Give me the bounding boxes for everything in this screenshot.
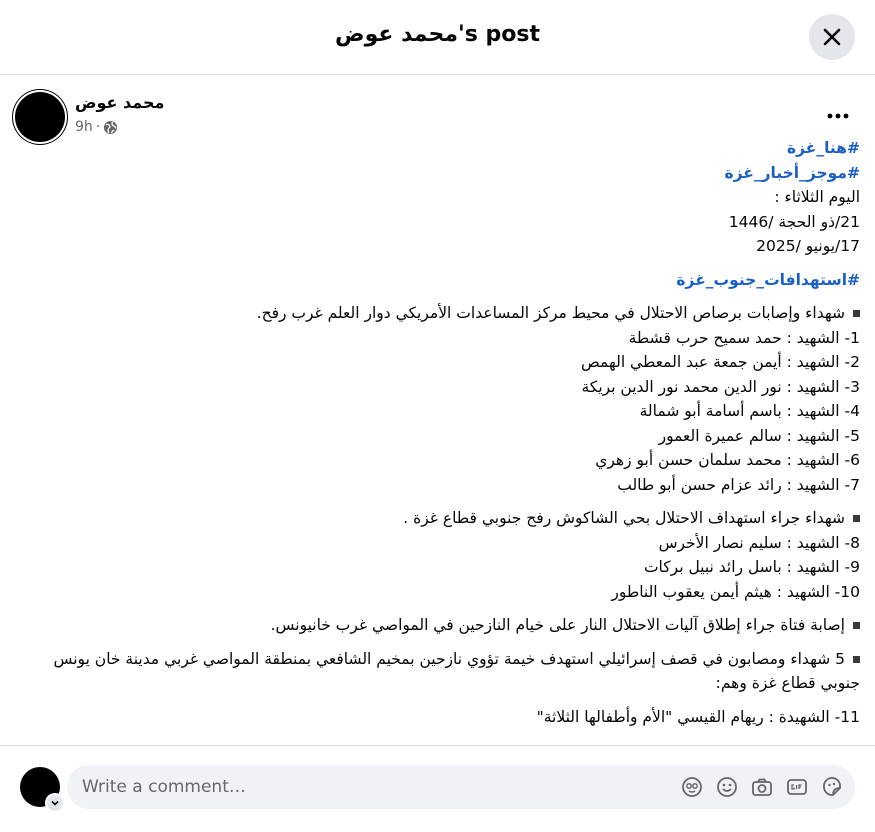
post-time[interactable]: 9h xyxy=(75,119,93,135)
text-line: 2- الشهيد : أيمن جمعة عبد المعطي الهمص xyxy=(581,353,860,371)
hashtag-link[interactable]: #موجز_أخبار_غزة xyxy=(724,163,860,182)
comment-composer xyxy=(0,745,875,832)
news-item-text: شهداء وإصابات برصاص الاحتلال في محيط مركز المساعدات الأمريكي دوار العلم غرب رفح. xyxy=(256,304,845,322)
sticker-icon[interactable] xyxy=(821,774,843,800)
comment-placeholder: Write a comment… xyxy=(82,777,246,797)
more-options-button[interactable] xyxy=(822,100,854,132)
camera-icon[interactable] xyxy=(751,774,773,800)
text-line: 21/ذو الحجة /1446 xyxy=(728,212,860,231)
bullet-icon xyxy=(853,656,860,663)
text-line: 1- الشهيد : حمد سميح حرب قشطة xyxy=(628,328,860,347)
post-text xyxy=(20,136,860,729)
close-button[interactable] xyxy=(809,14,855,60)
emoji-icon[interactable] xyxy=(716,774,738,800)
news-item-text: 5 شهداء ومصابون في قصف إسرائيلي استهدف خيمة تؤوي نازحين بمخيم الشافعي بمنطقة المواصي غربي مدينة خان يونس جنوبي قطاع غزة وهم: xyxy=(53,649,860,692)
post-meta xyxy=(75,119,118,135)
meta-separator: · xyxy=(95,119,101,135)
comment-tools xyxy=(681,774,843,800)
news-item-text: إصابة فتاة جراء إطلاق آليات الاحتلال النار على خيام النازحين في المواصي غرب خانيونس. xyxy=(270,616,845,634)
news-item-title xyxy=(20,613,860,638)
author-avatar[interactable] xyxy=(15,92,65,142)
text-line: 5- الشهيد : سالم عميرة العمور xyxy=(658,426,860,445)
text-line: 9- الشهيد : باسل رائد نبيل بركات xyxy=(643,558,860,576)
news-item-title xyxy=(20,506,860,531)
more-horizontal-icon xyxy=(827,113,849,119)
text-line: 17/يونيو /2025 xyxy=(756,237,860,255)
text-line: 11- الشهيدة : ريهام القيسي "الأم وأطفالها الثلاثة" xyxy=(536,707,860,726)
bullet-icon xyxy=(853,622,860,629)
text-line: 4- الشهيد : باسم أسامة أبو شمالة xyxy=(639,402,860,420)
text-line: 6- الشهيد : محمد سلمان حسن أبو زهري xyxy=(595,451,860,469)
chevron-down-icon[interactable] xyxy=(45,793,65,813)
bullet-icon xyxy=(853,515,860,522)
text-line: 3- الشهيد : نور الدين محمد نور الدين بريكة xyxy=(581,377,860,396)
text-line: 10- الشهيد : هيثم أيمن يعقوب الناطور xyxy=(611,582,860,601)
post-scroll-area[interactable] xyxy=(0,76,875,745)
hashtag-link[interactable]: #استهدافات_جنوب_غزة xyxy=(676,270,860,289)
hashtag-link[interactable]: #هنا_غزة xyxy=(786,139,860,157)
globe-icon xyxy=(103,120,118,135)
gif-icon[interactable] xyxy=(786,774,808,800)
news-item-title xyxy=(20,647,860,696)
text-line: 8- الشهيد : سليم نصار الأخرس xyxy=(658,533,860,552)
news-item-text: شهداء جراء استهداف الاحتلال بحي الشاكوش رفح جنوبي قطاع غزة . xyxy=(403,509,845,527)
text-line: اليوم الثلاثاء : xyxy=(774,188,860,206)
comment-input[interactable] xyxy=(67,765,855,809)
author-name[interactable]: محمد عوض xyxy=(75,93,165,112)
dialog-title: محمد عوض's post xyxy=(335,22,540,47)
close-icon xyxy=(821,26,843,48)
text-line: 7- الشهيد : رائد عزام حسن أبو طالب xyxy=(617,475,860,494)
news-item-title xyxy=(20,301,860,326)
bullet-icon xyxy=(853,310,860,317)
avatar-sticker-icon[interactable] xyxy=(681,774,703,800)
dialog-header xyxy=(0,0,875,75)
